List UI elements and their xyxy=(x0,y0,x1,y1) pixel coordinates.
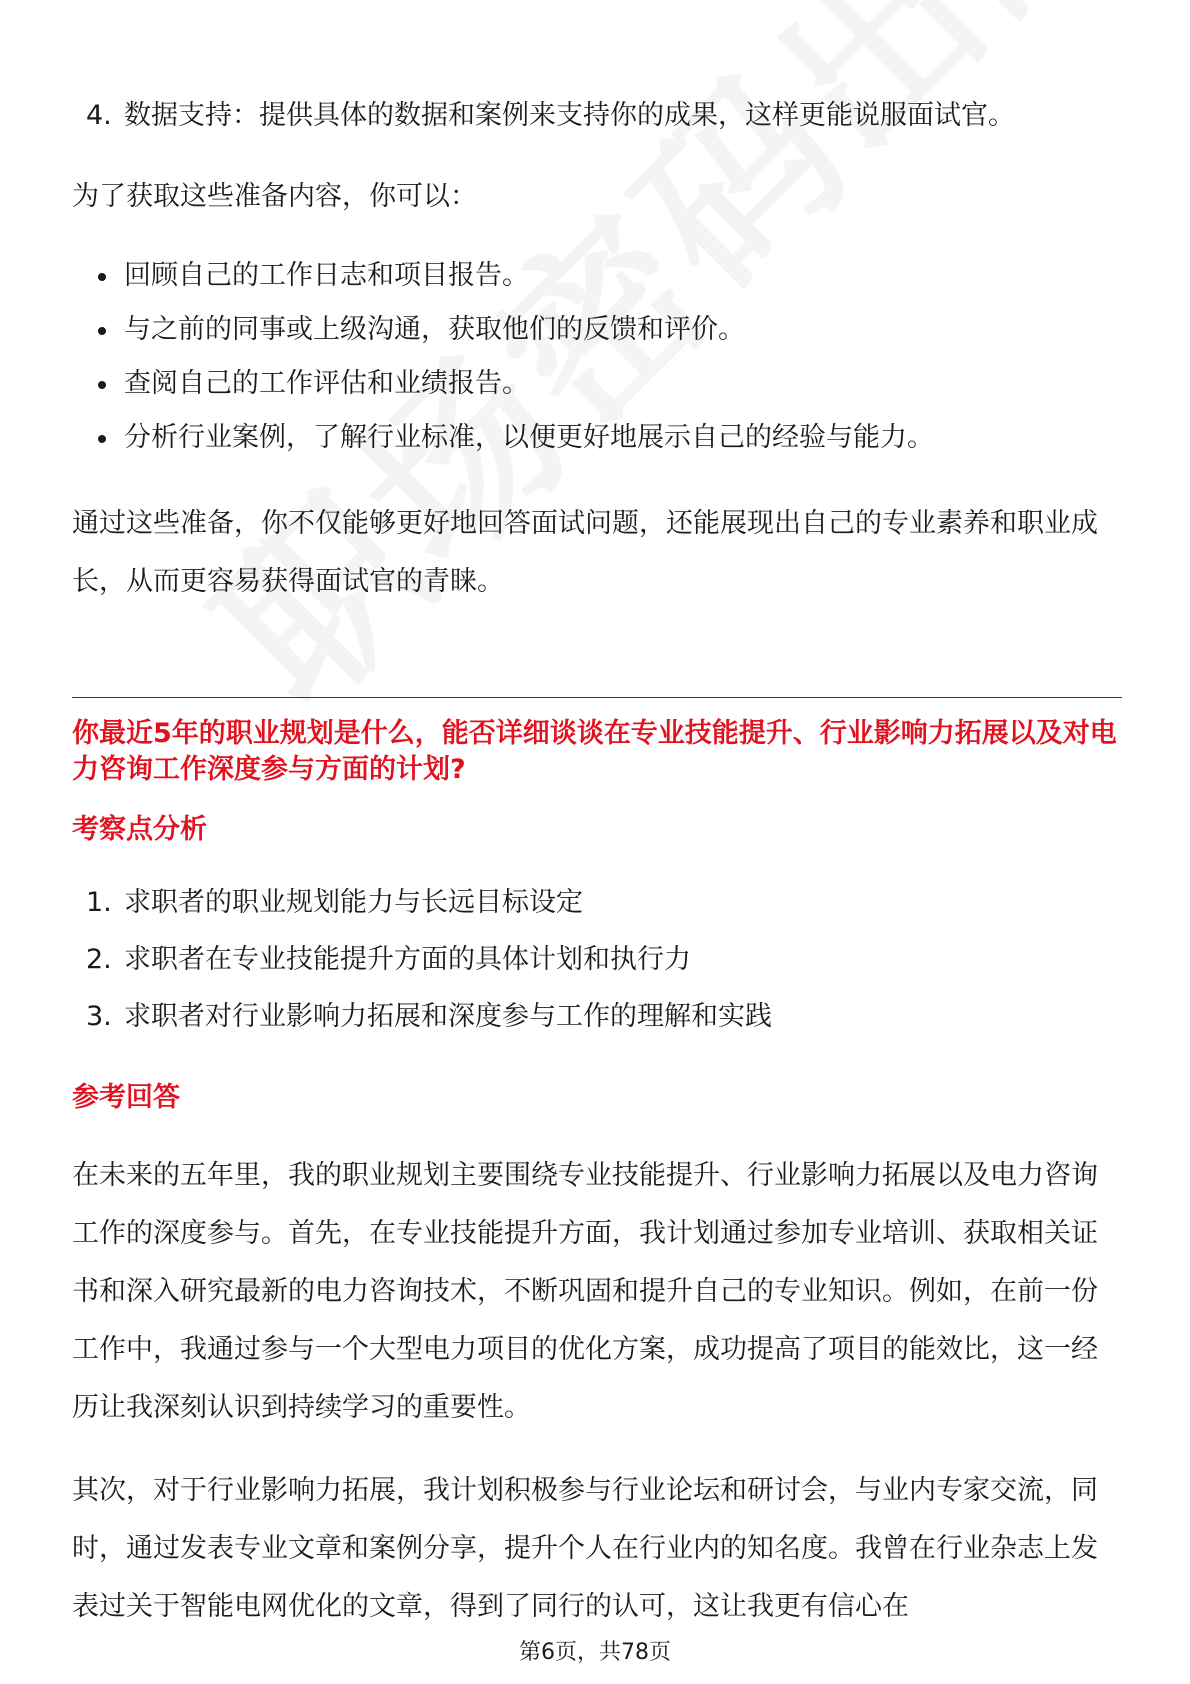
prep-conclusion: 通过这些准备，你不仅能够更好地回答面试问题，还能展现出自己的专业素养和职业成长，从而更容易获得面试官的青睐。 xyxy=(72,508,1098,597)
list-item-text: 数据支持：提供具体的数据和案例来支持你的成果，这样更能说服面试官。 xyxy=(124,100,1015,131)
bullet-dot-icon xyxy=(98,435,106,443)
interview-question: 你最近5年的职业规划是什么，能否详细谈谈在专业技能提升、行业影响力拓展以及对电力咨询工作深度参与方面的计划? xyxy=(72,718,1117,785)
bullet-text: 查阅自己的工作评估和业绩报告。 xyxy=(124,368,529,399)
bullet-text: 与之前的同事或上级沟通，获取他们的反馈和评价。 xyxy=(124,314,745,345)
list-item-text: 求职者对行业影响力拓展和深度参与工作的理解和实践 xyxy=(124,1001,772,1032)
list-item-text: 求职者的职业规划能力与长远目标设定 xyxy=(124,887,583,918)
bullet-text: 分析行业案例，了解行业标准，以便更好地展示自己的经验与能力。 xyxy=(124,422,934,453)
answer-heading: 参考回答 xyxy=(72,1082,180,1113)
list-item-text: 求职者在专业技能提升方面的具体计划和执行力 xyxy=(124,944,691,975)
list-item-number: 4. xyxy=(86,100,112,131)
bullet-dot-icon xyxy=(98,381,106,389)
list-item-number: 1. xyxy=(86,887,112,918)
answer-paragraph: 在未来的五年里，我的职业规划主要围绕专业技能提升、行业影响力拓展以及电力咨询工作的深度参与。首先，在专业技能提升方面，我计划通过参加专业培训、获取相关证书和深入研究最新的电力咨询技术，不断巩固和提升自己的专业知识。例如，在前一份工作中，我通过参与一个大型电力项目的优化方案，成功提高了项目的能效比，这一经历让我深刻认识到持续学习的重要性。 xyxy=(72,1160,1098,1423)
answer-paragraph: 其次，对于行业影响力拓展，我计划积极参与行业论坛和研讨会，与业内专家交流，同时，通过发表专业文章和案例分享，提升个人在行业内的知名度。我曾在行业杂志上发表过关于智能电网优化的文章，得到了同行的认可，这让我更有信心在 xyxy=(72,1475,1098,1622)
bullet-text: 回顾自己的工作日志和项目报告。 xyxy=(124,260,529,291)
bullet-dot-icon xyxy=(98,327,106,335)
analysis-heading: 考察点分析 xyxy=(72,814,207,845)
bullet-dot-icon xyxy=(98,273,106,281)
section-divider xyxy=(72,697,1122,698)
list-item-number: 3. xyxy=(86,1001,112,1032)
prep-intro: 为了获取这些准备内容，你可以： xyxy=(72,181,477,212)
list-item-number: 2. xyxy=(86,944,112,975)
page-footer: 第6页，共78页 xyxy=(519,1640,671,1665)
